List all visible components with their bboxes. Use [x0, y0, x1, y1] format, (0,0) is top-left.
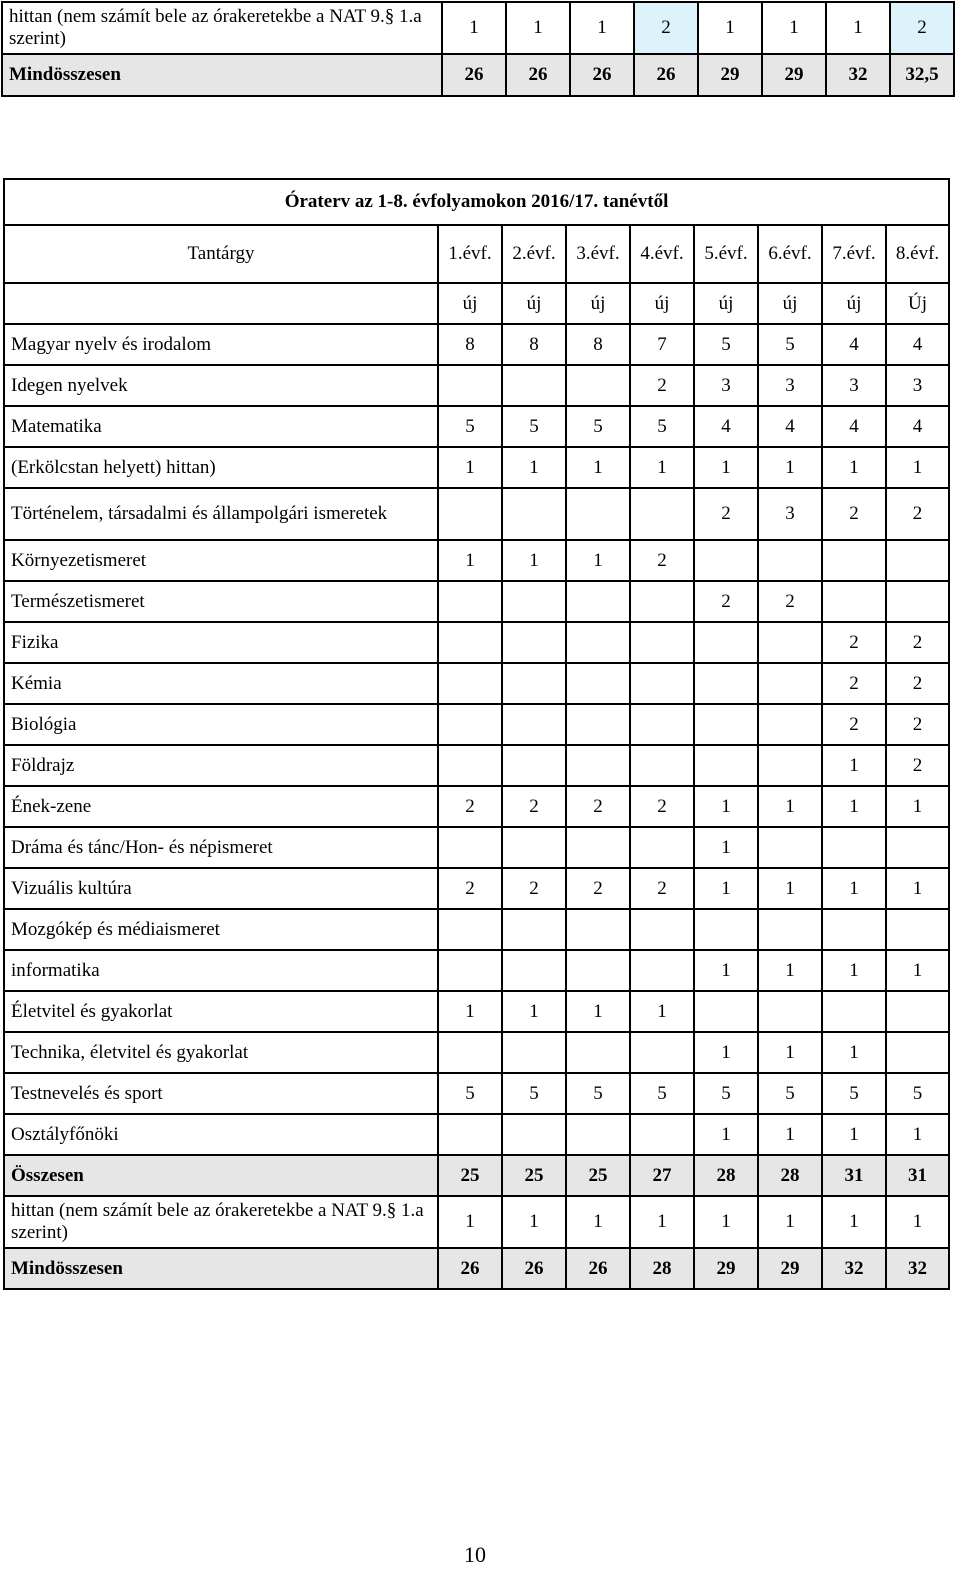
hours-cell: 1 [694, 868, 758, 909]
new-label: új [822, 283, 886, 324]
hours-cell: 5 [822, 1073, 886, 1114]
table-title: Óraterv az 1-8. évfolyamokon 2016/17. tanévtől [4, 179, 949, 225]
hours-cell: 1 [502, 540, 566, 581]
hours-cell: 26 [502, 1248, 566, 1289]
table-row [4, 745, 949, 786]
subject-cell: Történelem, társadalmi és állampolgári ismeretek [4, 488, 438, 540]
hours-cell [566, 1032, 630, 1073]
hours-cell: 2 [630, 365, 694, 406]
hours-cell: 1 [822, 868, 886, 909]
table-row [4, 704, 949, 745]
hours-cell: 1 [694, 950, 758, 991]
hours-cell: 1 [886, 950, 949, 991]
subject-cell: (Erkölcstan helyett) hittan) [4, 447, 438, 488]
hours-cell: 1 [822, 1032, 886, 1073]
hours-cell [566, 581, 630, 622]
hours-cell [502, 1114, 566, 1155]
grade-header: 5.évf. [694, 225, 758, 283]
hours-cell: 1 [694, 1196, 758, 1248]
table-row [4, 1114, 949, 1155]
grade-header: 7.évf. [822, 225, 886, 283]
new-label: új [438, 283, 502, 324]
hours-cell [438, 950, 502, 991]
hours-cell: 2 [630, 868, 694, 909]
hours-cell [438, 1114, 502, 1155]
hours-cell: 2 [822, 704, 886, 745]
subject-cell: Fizika [4, 622, 438, 663]
hours-cell [886, 540, 949, 581]
hours-cell [502, 704, 566, 745]
hours-cell: 1 [758, 786, 822, 827]
curriculum-hours-table [3, 178, 950, 1290]
subject-cell: Testnevelés és sport [4, 1073, 438, 1114]
hours-cell [566, 745, 630, 786]
hours-cell [758, 991, 822, 1032]
hours-cell [502, 663, 566, 704]
table-row [4, 1032, 949, 1073]
hours-cell: 1 [506, 2, 570, 54]
hours-cell: 3 [694, 365, 758, 406]
hours-cell [822, 909, 886, 950]
hours-cell: 1 [570, 2, 634, 54]
hours-cell [694, 745, 758, 786]
subject-cell: hittan (nem számít bele az órakeretekbe a NAT 9.§ 1.a szerint) [2, 2, 442, 54]
hours-cell: 5 [886, 1073, 949, 1114]
hours-cell: 5 [758, 1073, 822, 1114]
hours-cell: 5 [502, 406, 566, 447]
table-row [2, 2, 954, 54]
hours-cell: 26 [634, 54, 698, 96]
hours-cell [438, 827, 502, 868]
hours-cell: 1 [694, 447, 758, 488]
hours-cell: 1 [822, 950, 886, 991]
grade-header: 2.évf. [502, 225, 566, 283]
new-label: új [502, 283, 566, 324]
hours-cell: 1 [886, 786, 949, 827]
table-row [4, 991, 949, 1032]
total-row [4, 1155, 949, 1196]
hours-cell: 1 [758, 447, 822, 488]
hours-cell: 32 [826, 54, 890, 96]
hours-cell: 2 [886, 745, 949, 786]
hours-cell [502, 488, 566, 540]
hours-cell [886, 1032, 949, 1073]
hours-cell [566, 827, 630, 868]
hours-cell: 2 [634, 2, 698, 54]
subject-cell: Osztályfőnöki [4, 1114, 438, 1155]
hours-cell [630, 1032, 694, 1073]
hours-cell: 25 [502, 1155, 566, 1196]
hours-cell [438, 581, 502, 622]
hours-cell [694, 622, 758, 663]
subject-cell: Életvitel és gyakorlat [4, 991, 438, 1032]
hours-cell: 28 [630, 1248, 694, 1289]
hours-cell: 5 [630, 1073, 694, 1114]
table-row [4, 324, 949, 365]
hours-cell [630, 827, 694, 868]
subject-cell: Környezetismeret [4, 540, 438, 581]
subject-cell: Vizuális kultúra [4, 868, 438, 909]
total-row [4, 1248, 949, 1289]
hours-cell: 3 [758, 365, 822, 406]
hours-cell: 5 [630, 406, 694, 447]
hours-cell: 4 [694, 406, 758, 447]
hours-cell: 1 [438, 540, 502, 581]
hours-cell [438, 365, 502, 406]
hours-cell: 32 [822, 1248, 886, 1289]
hours-cell: 1 [438, 1196, 502, 1248]
hours-cell [566, 950, 630, 991]
hours-cell: 2 [694, 488, 758, 540]
table-title-row [4, 179, 949, 225]
hours-cell [502, 1032, 566, 1073]
grade-header: 4.évf. [630, 225, 694, 283]
hours-cell: 29 [758, 1248, 822, 1289]
hours-cell: 26 [570, 54, 634, 96]
hours-cell: 1 [886, 1114, 949, 1155]
hours-cell: 2 [890, 2, 954, 54]
hours-cell: 1 [438, 447, 502, 488]
table-row [4, 447, 949, 488]
hours-cell: 1 [826, 2, 890, 54]
hours-cell: 1 [566, 447, 630, 488]
grade-header-row [4, 225, 949, 283]
subject-cell: Mindösszesen [2, 54, 442, 96]
hours-cell: 2 [886, 663, 949, 704]
hours-cell: 26 [566, 1248, 630, 1289]
hours-cell: 26 [506, 54, 570, 96]
hours-cell [694, 991, 758, 1032]
page-number: 10 [464, 1542, 486, 1567]
subject-cell: Ének-zene [4, 786, 438, 827]
hours-cell: 1 [630, 447, 694, 488]
new-label: új [630, 283, 694, 324]
hours-cell: 1 [886, 1196, 949, 1248]
subject-cell: Matematika [4, 406, 438, 447]
hours-cell [630, 663, 694, 704]
subject-cell: hittan (nem számít bele az órakeretekbe a NAT 9.§ 1.a szerint) [4, 1196, 438, 1248]
hours-cell [630, 581, 694, 622]
hours-cell: 1 [822, 745, 886, 786]
table-row [4, 1073, 949, 1114]
hours-cell [694, 704, 758, 745]
hours-cell [438, 1032, 502, 1073]
hours-cell: 1 [758, 1196, 822, 1248]
table-row [4, 540, 949, 581]
hours-cell [758, 540, 822, 581]
hours-cell: 1 [758, 1032, 822, 1073]
subject-cell: Mindösszesen [4, 1248, 438, 1289]
hours-cell: 28 [694, 1155, 758, 1196]
table-row [4, 950, 949, 991]
hours-cell [886, 991, 949, 1032]
hours-cell: 2 [438, 786, 502, 827]
hours-cell: 8 [438, 324, 502, 365]
hours-cell: 1 [758, 950, 822, 991]
hours-cell [566, 1114, 630, 1155]
table-row [4, 1196, 949, 1248]
subject-header: Tantárgy [4, 225, 438, 283]
hours-cell [502, 909, 566, 950]
hours-cell [438, 488, 502, 540]
table-row [4, 868, 949, 909]
hours-cell [438, 704, 502, 745]
hours-cell: 2 [566, 786, 630, 827]
hours-cell [502, 950, 566, 991]
hours-cell [502, 581, 566, 622]
hours-cell: 2 [822, 622, 886, 663]
hours-cell: 1 [442, 2, 506, 54]
hours-cell [886, 827, 949, 868]
hours-cell: 5 [438, 1073, 502, 1114]
hours-cell [758, 745, 822, 786]
hours-cell: 5 [694, 324, 758, 365]
hours-cell: 2 [502, 786, 566, 827]
hours-cell: 32,5 [890, 54, 954, 96]
hours-cell: 1 [502, 991, 566, 1032]
hours-cell: 31 [886, 1155, 949, 1196]
hours-cell: 1 [694, 786, 758, 827]
hours-cell: 2 [886, 704, 949, 745]
hours-cell: 1 [822, 786, 886, 827]
new-label: Új [886, 283, 949, 324]
subject-cell: Idegen nyelvek [4, 365, 438, 406]
hours-cell: 2 [886, 622, 949, 663]
hours-cell [630, 950, 694, 991]
hours-cell: 3 [758, 488, 822, 540]
hours-cell: 2 [566, 868, 630, 909]
subject-cell: Technika, életvitel és gyakorlat [4, 1032, 438, 1073]
hours-cell: 1 [566, 1196, 630, 1248]
hours-cell: 1 [694, 1114, 758, 1155]
hours-cell [566, 663, 630, 704]
hours-cell: 1 [758, 1114, 822, 1155]
new-label-row [4, 283, 949, 324]
hours-cell: 1 [886, 868, 949, 909]
subject-cell: Összesen [4, 1155, 438, 1196]
new-label: új [566, 283, 630, 324]
subject-cell: Földrajz [4, 745, 438, 786]
hours-cell [438, 622, 502, 663]
subject-cell: Kémia [4, 663, 438, 704]
hours-cell [758, 622, 822, 663]
hours-cell: 1 [630, 991, 694, 1032]
grade-header: 6.évf. [758, 225, 822, 283]
hours-cell: 29 [698, 54, 762, 96]
hours-cell [502, 827, 566, 868]
hours-cell: 26 [438, 1248, 502, 1289]
subject-cell: Dráma és tánc/Hon- és népismeret [4, 827, 438, 868]
hours-cell: 1 [822, 447, 886, 488]
hours-cell: 4 [758, 406, 822, 447]
hours-cell: 25 [566, 1155, 630, 1196]
hours-cell [822, 581, 886, 622]
hours-cell: 1 [630, 1196, 694, 1248]
hours-cell [438, 745, 502, 786]
hours-cell: 2 [438, 868, 502, 909]
hours-cell: 28 [758, 1155, 822, 1196]
hours-cell [758, 663, 822, 704]
hours-cell: 1 [566, 540, 630, 581]
hours-cell: 5 [566, 406, 630, 447]
hours-cell: 1 [758, 868, 822, 909]
table-row [4, 406, 949, 447]
hours-cell: 1 [694, 1032, 758, 1073]
table-row [4, 827, 949, 868]
table-row [4, 581, 949, 622]
hours-cell [694, 663, 758, 704]
hours-cell [502, 745, 566, 786]
subject-cell: Magyar nyelv és irodalom [4, 324, 438, 365]
hours-cell [822, 827, 886, 868]
hours-cell: 3 [886, 365, 949, 406]
hours-cell: 4 [822, 406, 886, 447]
table-row [4, 488, 949, 540]
total-row [2, 54, 954, 96]
hours-cell: 27 [630, 1155, 694, 1196]
hours-cell [630, 909, 694, 950]
hours-cell [822, 991, 886, 1032]
hours-cell [502, 622, 566, 663]
hours-cell: 3 [822, 365, 886, 406]
hours-cell [694, 909, 758, 950]
hours-cell [822, 540, 886, 581]
hours-cell [438, 909, 502, 950]
hours-cell: 26 [442, 54, 506, 96]
hours-cell: 1 [762, 2, 826, 54]
hours-cell: 1 [694, 827, 758, 868]
hours-cell: 4 [886, 406, 949, 447]
hours-cell: 1 [822, 1196, 886, 1248]
hours-cell: 2 [758, 581, 822, 622]
hours-cell [758, 704, 822, 745]
subject-cell: informatika [4, 950, 438, 991]
hours-cell [566, 365, 630, 406]
grade-header: 3.évf. [566, 225, 630, 283]
new-label-spacer [4, 283, 438, 324]
hours-cell: 1 [822, 1114, 886, 1155]
hours-cell: 2 [694, 581, 758, 622]
hours-cell [630, 704, 694, 745]
table-row [4, 663, 949, 704]
hours-cell: 1 [566, 991, 630, 1032]
hours-cell [566, 622, 630, 663]
hours-cell [566, 704, 630, 745]
subject-cell: Biológia [4, 704, 438, 745]
hours-cell: 7 [630, 324, 694, 365]
hours-cell [630, 745, 694, 786]
hours-cell: 5 [438, 406, 502, 447]
hours-cell [886, 909, 949, 950]
hours-cell [566, 488, 630, 540]
hours-cell: 5 [758, 324, 822, 365]
hours-cell: 1 [698, 2, 762, 54]
hours-cell: 8 [566, 324, 630, 365]
hours-cell [630, 488, 694, 540]
hours-cell [630, 622, 694, 663]
hours-cell [630, 1114, 694, 1155]
hours-cell [438, 663, 502, 704]
hours-cell: 2 [502, 868, 566, 909]
hours-cell: 4 [886, 324, 949, 365]
hours-cell [566, 909, 630, 950]
subject-cell: Természetismeret [4, 581, 438, 622]
table-row [4, 786, 949, 827]
hours-cell: 29 [762, 54, 826, 96]
hours-cell [502, 365, 566, 406]
subject-cell: Mozgókép és médiaismeret [4, 909, 438, 950]
hours-cell: 4 [822, 324, 886, 365]
hours-cell [694, 540, 758, 581]
hours-cell [758, 909, 822, 950]
hours-cell [758, 827, 822, 868]
hours-cell: 8 [502, 324, 566, 365]
hours-cell: 2 [630, 540, 694, 581]
hours-cell: 2 [822, 488, 886, 540]
hours-cell: 25 [438, 1155, 502, 1196]
grade-header: 8.évf. [886, 225, 949, 283]
hours-cell: 1 [886, 447, 949, 488]
hours-cell: 31 [822, 1155, 886, 1196]
hours-cell: 2 [822, 663, 886, 704]
hours-cell: 1 [502, 447, 566, 488]
hours-cell: 5 [502, 1073, 566, 1114]
new-label: új [758, 283, 822, 324]
hours-cell: 1 [502, 1196, 566, 1248]
grade-header: 1.évf. [438, 225, 502, 283]
table-row [4, 909, 949, 950]
hours-cell: 5 [694, 1073, 758, 1114]
hours-cell: 2 [630, 786, 694, 827]
table-row [4, 622, 949, 663]
new-label: új [694, 283, 758, 324]
top-hours-table [1, 1, 955, 97]
hours-cell: 32 [886, 1248, 949, 1289]
table-row [4, 365, 949, 406]
hours-cell: 29 [694, 1248, 758, 1289]
hours-cell: 5 [566, 1073, 630, 1114]
hours-cell: 2 [886, 488, 949, 540]
hours-cell [886, 581, 949, 622]
hours-cell: 1 [438, 991, 502, 1032]
